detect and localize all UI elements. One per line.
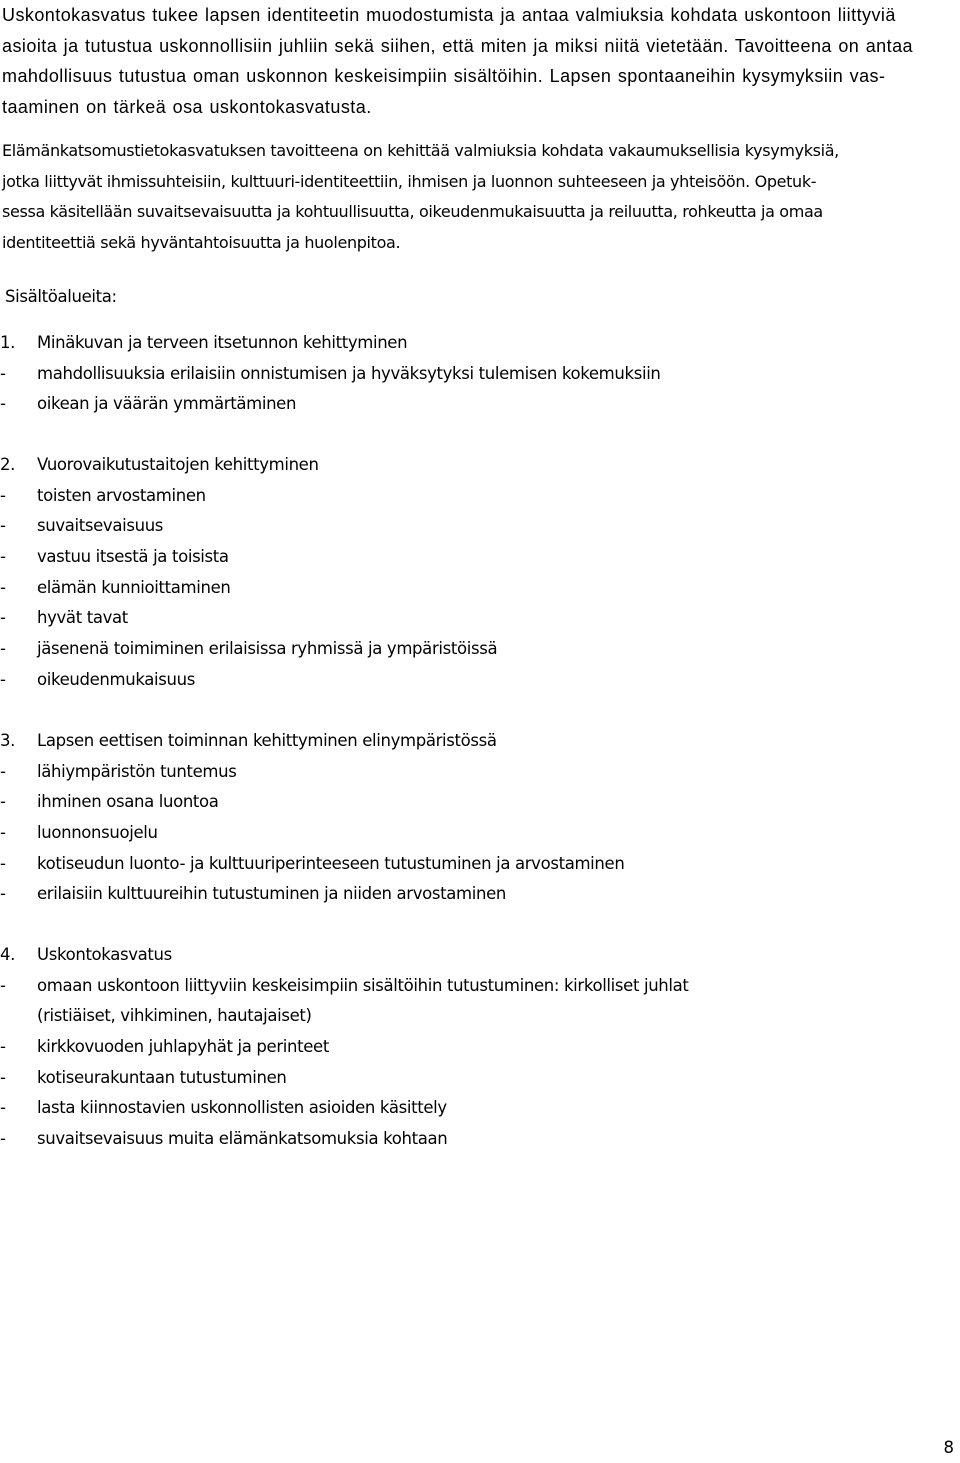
intro-line: asioita ja tutustua uskonnollisiin juhliin sekä siihen, että miten ja miksi niitä vietetään. Tavoitteena on antaa (2, 35, 914, 56)
section-number: 2. (0, 455, 16, 474)
list-dash: - (0, 1129, 6, 1149)
intro-line: Uskontokasvatus tukee lapsen identiteetin muodostumista ja antaa valmiuksia kohdata uskontoon liittyviä (2, 5, 896, 25)
list-dash: - (0, 975, 6, 995)
list-item (0, 542, 958, 573)
list-dash: - (0, 547, 6, 567)
list-item-text: suvaitsevaisuus muita elämänkatsomuksia kohtaan (37, 1129, 448, 1149)
section-heading (0, 328, 958, 359)
content-section-2 (0, 450, 958, 696)
list-item-text: ihminen osana luontoa (37, 792, 219, 812)
list-item (0, 573, 958, 604)
list-item (0, 511, 958, 542)
list-item-text: erilaisiin kulttuureihin tutustuminen ja niiden arvostaminen (37, 884, 507, 904)
section-number: 4. (0, 945, 16, 964)
page-number: 8 (943, 1438, 954, 1457)
list-item-text: lasta kiinnostavien uskonnollisten asioiden käsittely (37, 1098, 447, 1118)
list-item-text: kotiseudun luonto- ja kulttuuriperinteeseen tutustuminen ja arvostaminen (37, 853, 625, 873)
list-item-text: omaan uskontoon liittyviin keskeisimpiin sisältöihin tutustuminen: kirkolliset juhlat (37, 975, 689, 995)
list-dash: - (0, 516, 6, 536)
list-item (0, 787, 958, 818)
content-areas-heading: Sisältöalueita: (5, 287, 117, 306)
intro-line: mahdollisuus tutustua oman uskonnon keskeisimpiin sisältöihin. Lapsen spontaaneihin kysymyksiin vas- (2, 66, 886, 86)
list-item-text: hyvät tavat (37, 608, 128, 628)
section-heading (0, 450, 958, 481)
list-item (0, 481, 958, 512)
list-item-text: kotiseurakuntaan tutustuminen (37, 1067, 287, 1087)
list-item (0, 757, 958, 788)
list-item-text: vastuu itsestä ja toisista (37, 547, 229, 567)
list-item-text: toisten arvostaminen (37, 485, 206, 505)
worldview-paragraph (2, 136, 958, 259)
list-item-text: kirkkovuoden juhlapyhät ja perinteet (37, 1037, 329, 1057)
list-item-text: elämän kunnioittaminen (37, 577, 231, 597)
list-dash: - (0, 1067, 6, 1087)
section-heading (0, 726, 958, 757)
list-dash: - (0, 823, 6, 843)
list-item-continuation (0, 1001, 958, 1032)
worldview-line: identiteettiä sekä hyväntahtoisuutta ja huolenpitoa. (2, 233, 401, 253)
content-section-1 (0, 328, 958, 420)
list-dash: - (0, 761, 6, 781)
list-item (0, 603, 958, 634)
section-title: Uskontokasvatus (37, 945, 172, 964)
section-title: Vuorovaikutustaitojen kehittyminen (37, 455, 319, 474)
intro-paragraph (2, 0, 958, 122)
list-dash: - (0, 1098, 6, 1118)
list-item (0, 389, 958, 420)
list-dash: - (0, 884, 6, 904)
content-section-4 (0, 940, 958, 1155)
list-dash: - (0, 363, 6, 383)
list-item-text: mahdollisuuksia erilaisiin onnistumisen ja hyväksytyksi tulemisen kokemuksiin (37, 363, 661, 383)
list-item (0, 1063, 958, 1094)
list-item-text: (ristiäiset, vihkiminen, hautajaiset) (37, 1006, 312, 1026)
list-dash: - (0, 1037, 6, 1057)
list-item-text: oikean ja väärän ymmärtäminen (37, 394, 297, 414)
list-dash: - (0, 639, 6, 659)
list-item-text: suvaitsevaisuus (37, 516, 164, 536)
list-item-text: oikeudenmukaisuus (37, 669, 195, 689)
worldview-line: jotka liittyvät ihmissuhteisiin, kulttuuri-identiteettiin, ihmisen ja luonnon suhteeseen ja yhteisöön. Opetuk- (2, 171, 817, 191)
list-item (0, 971, 958, 1002)
list-item (0, 359, 958, 390)
list-item (0, 665, 958, 696)
section-number: 3. (0, 731, 16, 750)
list-item (0, 634, 958, 665)
list-item (0, 1093, 958, 1124)
list-item-text: jäsenenä toimiminen erilaisissa ryhmissä ja ympäristöissä (37, 639, 498, 659)
list-dash: - (0, 577, 6, 597)
list-item (0, 818, 958, 849)
worldview-line: sessa käsitellään suvaitsevaisuutta ja kohtuullisuutta, oikeudenmukaisuutta ja reiluutta, rohkeutta ja omaa (2, 202, 823, 222)
intro-line: taaminen on tärkeä osa uskontokasvatusta. (2, 96, 372, 117)
list-item (0, 1124, 958, 1155)
section-heading (0, 940, 958, 971)
content-section-3 (0, 726, 958, 910)
list-item-text: lähiympäristön tuntemus (37, 761, 237, 781)
list-dash: - (0, 792, 6, 812)
section-title: Lapsen eettisen toiminnan kehittyminen elinympäristössä (37, 731, 497, 750)
list-dash: - (0, 853, 6, 873)
list-item (0, 1032, 958, 1063)
list-item (0, 849, 958, 880)
list-item-text: luonnonsuojelu (37, 823, 158, 843)
section-number: 1. (0, 333, 16, 352)
list-dash: - (0, 669, 6, 689)
list-dash: - (0, 394, 6, 414)
list-dash: - (0, 608, 6, 628)
worldview-line: Elämänkatsomustietokasvatuksen tavoitteena on kehittää valmiuksia kohdata vakaumuksellisia kysymyksiä, (2, 141, 839, 160)
section-title: Minäkuvan ja terveen itsetunnon kehittyminen (37, 333, 408, 352)
list-item (0, 879, 958, 910)
list-dash: - (0, 485, 6, 505)
